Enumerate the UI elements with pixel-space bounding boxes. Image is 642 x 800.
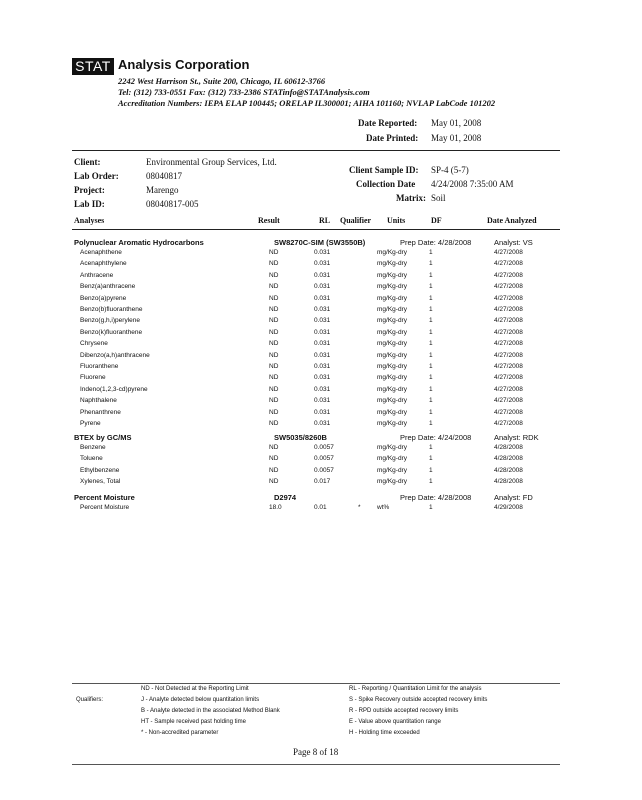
note-nd: ND - Not Detected at the Reporting Limit bbox=[141, 686, 249, 692]
date-analyzed: 4/28/2008 bbox=[494, 444, 523, 451]
table-row bbox=[0, 306, 642, 317]
matrix-value: Soil bbox=[431, 193, 446, 203]
reporting-limit: 0.031 bbox=[314, 260, 331, 268]
result-value: ND bbox=[269, 306, 279, 313]
reporting-limit: 0.01 bbox=[314, 504, 327, 511]
note-ht: HT - Sample received past holding time bbox=[141, 719, 246, 725]
section-analyst: Analyst: FD bbox=[494, 493, 533, 502]
result-value: ND bbox=[269, 271, 279, 279]
units: mg/Kg-dry bbox=[377, 328, 407, 336]
matrix-label: Matrix: bbox=[396, 193, 426, 203]
dilution-factor: 1 bbox=[429, 420, 433, 427]
company-contact: Tel: (312) 733-0551 Fax: (312) 733-2386 STATinfo@STATAnalysis.com bbox=[118, 87, 370, 97]
lab-order-value: 08040817 bbox=[146, 171, 182, 181]
dilution-factor: 1 bbox=[429, 351, 433, 359]
analyte-name: Benzo(b)fluoranthene bbox=[80, 306, 143, 313]
dilution-factor: 1 bbox=[429, 294, 433, 302]
table-row bbox=[0, 329, 642, 340]
reporting-limit: 0.031 bbox=[314, 351, 331, 359]
date-analyzed: 4/27/2008 bbox=[494, 260, 523, 268]
table-row bbox=[0, 386, 642, 397]
dilution-factor: 1 bbox=[429, 444, 433, 451]
company-address: 2242 West Harrison St., Suite 200, Chicago, IL 60612-3766 bbox=[118, 76, 326, 86]
date-analyzed: 4/27/2008 bbox=[494, 420, 523, 427]
dilution-factor: 1 bbox=[429, 306, 433, 313]
company-name: Analysis Corporation bbox=[118, 57, 250, 72]
col-header-df: DF bbox=[431, 216, 442, 225]
units: mg/Kg-dry bbox=[377, 444, 407, 451]
lab-order-label: Lab Order: bbox=[74, 171, 119, 181]
date-analyzed: 4/27/2008 bbox=[494, 374, 523, 382]
dilution-factor: 1 bbox=[429, 340, 433, 348]
analyte-name: Indeno(1,2,3-cd)pyrene bbox=[80, 385, 148, 393]
section-title: BTEX by GC/MS bbox=[74, 433, 132, 442]
result-value: ND bbox=[269, 397, 279, 405]
result-value: ND bbox=[269, 249, 279, 256]
analyte-name: Anthracene bbox=[80, 271, 114, 279]
table-header-divider bbox=[72, 229, 560, 230]
result-value: 18.0 bbox=[269, 504, 282, 511]
units: mg/Kg-dry bbox=[377, 397, 407, 405]
date-analyzed: 4/27/2008 bbox=[494, 271, 523, 279]
client-value: Environmental Group Services, Ltd. bbox=[146, 157, 277, 167]
result-value: ND bbox=[269, 444, 279, 451]
dilution-factor: 1 bbox=[429, 374, 433, 382]
note-rl: RL - Reporting / Quantitation Limit for the analysis bbox=[349, 686, 482, 692]
table-row bbox=[0, 374, 642, 385]
table-row bbox=[0, 295, 642, 306]
reporting-limit: 0.031 bbox=[314, 374, 331, 382]
units: mg/Kg-dry bbox=[377, 455, 407, 463]
reporting-limit: 0.031 bbox=[314, 408, 331, 416]
date-analyzed: 4/28/2008 bbox=[494, 455, 523, 463]
result-value: ND bbox=[269, 374, 279, 382]
date-printed-value: May 01, 2008 bbox=[431, 133, 482, 143]
table-row bbox=[0, 260, 642, 271]
date-analyzed: 4/27/2008 bbox=[494, 363, 523, 370]
table-row bbox=[0, 409, 642, 420]
reporting-limit: 0.031 bbox=[314, 317, 331, 325]
result-value: ND bbox=[269, 260, 279, 268]
units: mg/Kg-dry bbox=[377, 260, 407, 268]
section-method: SW8270C-SIM (SW3550B) bbox=[274, 238, 366, 247]
date-analyzed: 4/28/2008 bbox=[494, 478, 523, 486]
qualifiers-label: Qualifiers: bbox=[76, 697, 104, 703]
units: mg/Kg-dry bbox=[377, 363, 407, 370]
analyte-name: Chrysene bbox=[80, 340, 108, 348]
date-analyzed: 4/27/2008 bbox=[494, 306, 523, 313]
analyte-name: Fluorene bbox=[80, 374, 106, 382]
result-value: ND bbox=[269, 328, 279, 336]
result-value: ND bbox=[269, 340, 279, 348]
analyte-name: Xylenes, Total bbox=[80, 478, 121, 486]
reporting-limit: 0.031 bbox=[314, 420, 331, 427]
reporting-limit: 0.031 bbox=[314, 328, 331, 336]
client-sample-id-label: Client Sample ID: bbox=[349, 165, 419, 175]
dilution-factor: 1 bbox=[429, 466, 433, 474]
units: mg/Kg-dry bbox=[377, 420, 407, 427]
lab-id-value: 08040817-005 bbox=[146, 199, 199, 209]
dilution-factor: 1 bbox=[429, 271, 433, 279]
col-header-rl: RL bbox=[319, 216, 331, 225]
dilution-factor: 1 bbox=[429, 408, 433, 416]
analyte-name: Acenaphthylene bbox=[80, 260, 127, 268]
dilution-factor: 1 bbox=[429, 363, 433, 370]
project-label: Project: bbox=[74, 185, 105, 195]
reporting-limit: 0.031 bbox=[314, 340, 331, 348]
dilution-factor: 1 bbox=[429, 283, 433, 291]
note-star: * - Non-accredited parameter bbox=[141, 730, 219, 736]
date-analyzed: 4/27/2008 bbox=[494, 397, 523, 405]
result-value: ND bbox=[269, 283, 279, 291]
dilution-factor: 1 bbox=[429, 385, 433, 393]
result-value: ND bbox=[269, 363, 279, 370]
table-row bbox=[0, 478, 642, 489]
table-row bbox=[0, 352, 642, 363]
table-row bbox=[0, 444, 642, 455]
analyte-name: Dibenzo(a,h)anthracene bbox=[80, 351, 150, 359]
reporting-limit: 0.031 bbox=[314, 249, 331, 256]
section-prep-date: Prep Date: 4/24/2008 bbox=[400, 433, 472, 442]
date-analyzed: 4/28/2008 bbox=[494, 466, 523, 474]
date-analyzed: 4/27/2008 bbox=[494, 408, 523, 416]
reporting-limit: 0.031 bbox=[314, 271, 331, 279]
collection-date-value: 4/24/2008 7:35:00 AM bbox=[431, 179, 514, 189]
units: mg/Kg-dry bbox=[377, 351, 407, 359]
table-row bbox=[0, 363, 642, 374]
col-header-result: Result bbox=[258, 216, 280, 225]
table-row bbox=[0, 455, 642, 466]
table-row bbox=[0, 397, 642, 408]
units: mg/Kg-dry bbox=[377, 271, 407, 279]
result-value: ND bbox=[269, 466, 279, 474]
section-method: SW5035/8260B bbox=[274, 433, 327, 442]
units: mg/Kg-dry bbox=[377, 374, 407, 382]
analyte-name: Toluene bbox=[80, 455, 103, 463]
result-value: ND bbox=[269, 351, 279, 359]
date-analyzed: 4/27/2008 bbox=[494, 351, 523, 359]
result-value: ND bbox=[269, 478, 279, 486]
reporting-limit: 0.031 bbox=[314, 397, 331, 405]
analyte-name: Fluoranthene bbox=[80, 363, 119, 370]
reporting-limit: 0.031 bbox=[314, 306, 331, 313]
date-analyzed: 4/27/2008 bbox=[494, 385, 523, 393]
dilution-factor: 1 bbox=[429, 328, 433, 336]
result-value: ND bbox=[269, 455, 279, 463]
page-number: Page 8 of 18 bbox=[293, 747, 339, 757]
units: mg/Kg-dry bbox=[377, 249, 407, 256]
analyte-name: Benzo(g,h,i)perylene bbox=[80, 317, 140, 325]
dilution-factor: 1 bbox=[429, 260, 433, 268]
section-method: D2974 bbox=[274, 493, 297, 502]
note-r: R - RPD outside accepted recovery limits bbox=[349, 708, 459, 714]
date-analyzed: 4/27/2008 bbox=[494, 249, 523, 256]
table-row bbox=[0, 340, 642, 351]
client-label: Client: bbox=[74, 157, 101, 167]
analyte-name: Ethylbenzene bbox=[80, 466, 120, 474]
date-reported-label: Date Reported: bbox=[358, 118, 418, 128]
units: mg/Kg-dry bbox=[377, 306, 407, 313]
reporting-limit: 0.0057 bbox=[314, 444, 334, 451]
section-title: Percent Moisture bbox=[74, 493, 135, 502]
table-row bbox=[0, 420, 642, 431]
date-analyzed: 4/27/2008 bbox=[494, 294, 523, 302]
units: mg/Kg-dry bbox=[377, 478, 407, 486]
units: mg/Kg-dry bbox=[377, 294, 407, 302]
section-prep-date: Prep Date: 4/28/2008 bbox=[400, 238, 472, 247]
section-analyst: Analyst: VS bbox=[494, 238, 533, 247]
date-analyzed: 4/27/2008 bbox=[494, 283, 523, 291]
note-j: J - Analyte detected below quantitation limits bbox=[141, 697, 260, 703]
table-row bbox=[0, 317, 642, 328]
units: mg/Kg-dry bbox=[377, 283, 407, 291]
col-header-date-analyzed: Date Analyzed bbox=[487, 216, 537, 225]
analyte-name: Benz(a)anthracene bbox=[80, 283, 136, 291]
dilution-factor: 1 bbox=[429, 455, 433, 463]
section-title: Polynuclear Aromatic Hydrocarbons bbox=[74, 238, 204, 247]
units: mg/Kg-dry bbox=[377, 340, 407, 348]
date-analyzed: 4/27/2008 bbox=[494, 328, 523, 336]
result-value: ND bbox=[269, 317, 279, 325]
reporting-limit: 0.031 bbox=[314, 363, 331, 370]
analyte-name: Percent Moisture bbox=[80, 504, 130, 511]
reporting-limit: 0.031 bbox=[314, 283, 331, 291]
units: mg/Kg-dry bbox=[377, 317, 407, 325]
lab-id-label: Lab ID: bbox=[74, 199, 105, 209]
collection-date-label: Collection Date bbox=[356, 179, 416, 189]
reporting-limit: 0.0057 bbox=[314, 455, 334, 463]
note-h: H - Holding time exceeded bbox=[349, 730, 420, 736]
project-value: Marengo bbox=[146, 185, 179, 195]
analyte-name: Naphthalene bbox=[80, 397, 117, 405]
section-prep-date: Prep Date: 4/28/2008 bbox=[400, 493, 472, 502]
col-header-qualifier: Qualifier bbox=[340, 216, 372, 225]
note-e: E - Value above quantitation range bbox=[349, 719, 441, 725]
date-reported-value: May 01, 2008 bbox=[431, 118, 482, 128]
date-analyzed: 4/29/2008 bbox=[494, 504, 523, 511]
analyte-name: Benzo(k)fluoranthene bbox=[80, 328, 143, 336]
qualifier: * bbox=[358, 504, 361, 511]
analyte-name: Benzo(a)pyrene bbox=[80, 294, 127, 302]
table-row bbox=[0, 272, 642, 283]
date-analyzed: 4/27/2008 bbox=[494, 340, 523, 348]
result-value: ND bbox=[269, 385, 279, 393]
reporting-limit: 0.0057 bbox=[314, 466, 334, 474]
units: wt% bbox=[377, 504, 390, 511]
dilution-factor: 1 bbox=[429, 478, 433, 486]
reporting-limit: 0.031 bbox=[314, 385, 331, 393]
dilution-factor: 1 bbox=[429, 504, 433, 511]
analyte-name: Pyrene bbox=[80, 420, 101, 427]
col-header-units: Units bbox=[387, 216, 406, 225]
result-value: ND bbox=[269, 420, 279, 427]
reporting-limit: 0.017 bbox=[314, 478, 331, 486]
analyte-name: Phenanthrene bbox=[80, 408, 121, 416]
client-sample-id-value: SP-4 (5-7) bbox=[431, 165, 469, 175]
date-printed-label: Date Printed: bbox=[366, 133, 419, 143]
analyte-name: Acenaphthene bbox=[80, 249, 122, 256]
col-header-analyses: Analyses bbox=[74, 216, 105, 225]
units: mg/Kg-dry bbox=[377, 408, 407, 416]
section-analyst: Analyst: RDK bbox=[494, 433, 539, 442]
table-row bbox=[0, 283, 642, 294]
dilution-factor: 1 bbox=[429, 249, 433, 256]
table-row bbox=[0, 504, 642, 515]
table-row bbox=[0, 249, 642, 260]
units: mg/Kg-dry bbox=[377, 466, 407, 474]
note-s: S - Spike Recovery outside accepted recovery limits bbox=[349, 697, 488, 703]
accreditation-numbers: Accreditation Numbers: IEPA ELAP 100445; ORELAP IL300001; AIHA 101160; NVLAP LabCode 101202 bbox=[118, 98, 496, 108]
date-analyzed: 4/27/2008 bbox=[494, 317, 523, 325]
table-row bbox=[0, 467, 642, 478]
header-divider bbox=[72, 150, 560, 151]
bottom-divider bbox=[72, 764, 560, 765]
footer-divider bbox=[72, 683, 560, 684]
units: mg/Kg-dry bbox=[377, 385, 407, 393]
result-value: ND bbox=[269, 294, 279, 302]
dilution-factor: 1 bbox=[429, 317, 433, 325]
result-value: ND bbox=[269, 408, 279, 416]
company-logo: STAT bbox=[72, 58, 114, 75]
dilution-factor: 1 bbox=[429, 397, 433, 405]
note-b: B - Analyte detected in the associated Method Blank bbox=[141, 708, 280, 714]
reporting-limit: 0.031 bbox=[314, 294, 331, 302]
analyte-name: Benzene bbox=[80, 444, 106, 451]
